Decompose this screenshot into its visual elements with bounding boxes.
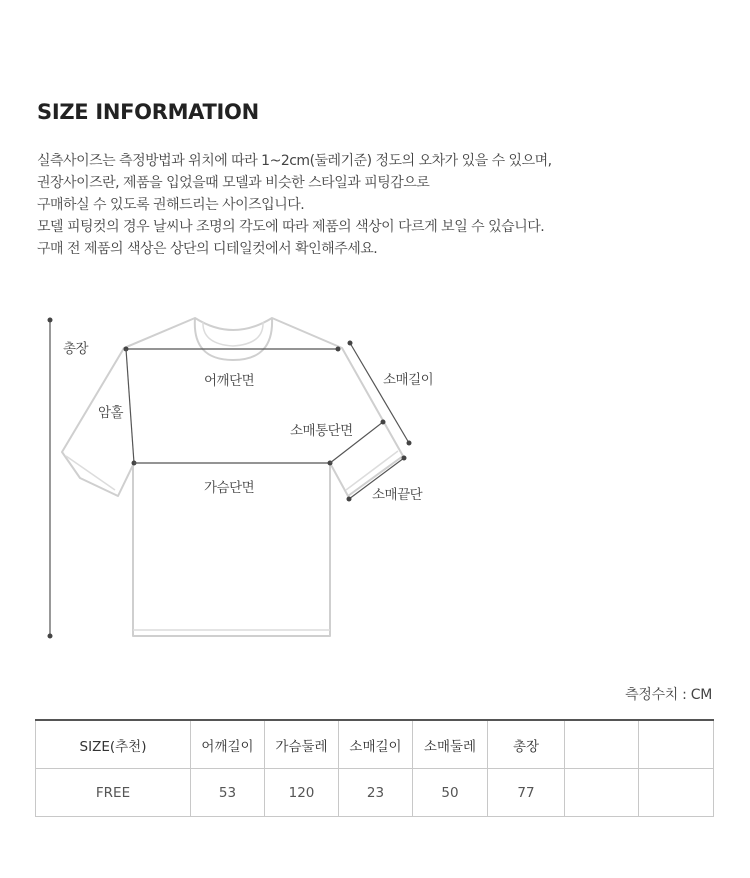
label-chest-width: 가슴단면	[204, 480, 255, 496]
table-header-cell: 가슴둘레	[265, 720, 339, 769]
description-line: 구매하실 수 있도록 권해드리는 사이즈입니다.	[37, 197, 305, 213]
table-cell: 50	[413, 769, 488, 817]
label-sleeve-length: 소매길이	[383, 372, 434, 388]
table-header-cell	[639, 720, 714, 769]
label-armhole: 암홀	[98, 405, 124, 421]
shoulder-dot-right	[336, 347, 341, 352]
table-cell: 23	[339, 769, 413, 817]
sleeve-length-dot-top	[348, 341, 353, 346]
label-sleeve-opening: 소매끝단	[372, 487, 423, 503]
sleeve-opening-dot-left	[347, 497, 352, 502]
sleeve-width-dot	[381, 420, 386, 425]
description-line: 실측사이즈는 측정방법과 위치에 따라 1~2cm(둘레기준) 정도의 오차가 있을 수 있으며,	[37, 153, 552, 169]
description-line: 구매 전 제품의 색상은 상단의 디테일컷에서 확인해주세요.	[37, 241, 378, 257]
label-shoulder-width: 어깨단면	[204, 373, 255, 389]
tshirt-illustration	[0, 300, 750, 660]
table-cell: FREE	[36, 769, 191, 817]
table-header-cell	[565, 720, 639, 769]
measurement-diagram	[0, 300, 750, 660]
sleeve-length-dot-bottom	[407, 441, 412, 446]
table-cell	[639, 769, 714, 817]
table-header-row	[36, 720, 714, 769]
size-table	[35, 719, 714, 817]
table-header-cell: 소매둘레	[413, 720, 488, 769]
unit-note: 측정수치 : CM	[625, 687, 712, 703]
table-header-cell: 어깨길이	[191, 720, 265, 769]
description-line: 권장사이즈란, 제품을 입었을때 모델과 비슷한 스타일과 피팅감으로	[37, 175, 430, 191]
description-line: 모델 피팅컷의 경우 날씨나 조명의 각도에 따라 제품의 색상이 다르게 보일 수 있습니다.	[37, 219, 545, 235]
table-row	[36, 769, 714, 817]
table-cell: 120	[265, 769, 339, 817]
size-description	[37, 150, 727, 260]
table-cell: 53	[191, 769, 265, 817]
table-header-cell: 총장	[488, 720, 565, 769]
sleeve-opening-dot-right	[402, 456, 407, 461]
table-header-cell: 소매길이	[339, 720, 413, 769]
total-length-dot-bottom	[48, 634, 53, 639]
table-cell	[565, 769, 639, 817]
label-total-length: 총장	[63, 341, 89, 357]
label-sleeve-width: 소매통단면	[290, 423, 353, 439]
table-header-cell: SIZE(추천)	[36, 720, 191, 769]
table-cell: 77	[488, 769, 565, 817]
page-title: SIZE INFORMATION	[37, 100, 259, 124]
total-length-dot-top	[48, 318, 53, 323]
